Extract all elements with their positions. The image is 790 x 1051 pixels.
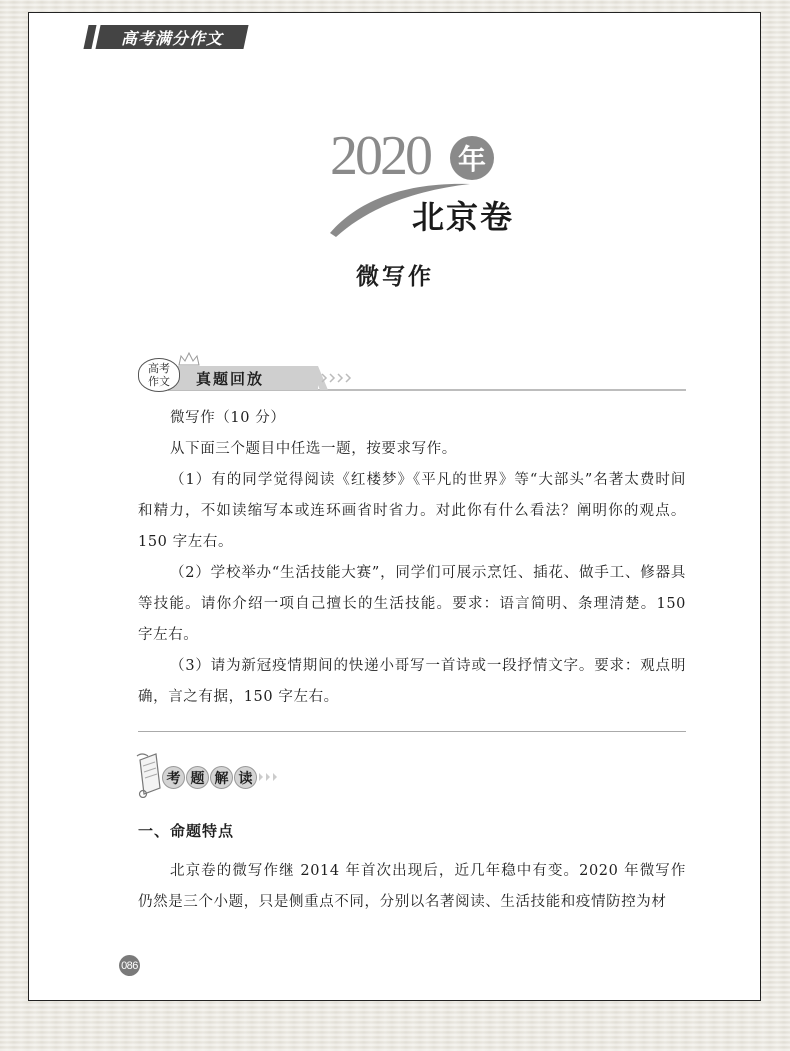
question-option-3: （3）请为新冠疫情期间的快递小哥写一首诗或一段抒情文字。要求：观点明确，言之有据，150 字左右。	[138, 658, 686, 705]
section-label: 真题回放	[196, 369, 265, 388]
header-label-box	[95, 25, 248, 49]
analysis-text	[138, 856, 686, 918]
question-option-1: （1）有的同学觉得阅读《红楼梦》《平凡的世界》等“大部头”名著太费时间和精力，不如读缩写本或连环画省时省力。对此你有什么看法？阐明你的观点。150 字左右。	[138, 472, 686, 550]
analysis-char-4: 读	[234, 766, 257, 789]
analysis-char-1: 考	[162, 766, 185, 789]
arrows-icon	[258, 768, 282, 786]
section-header-analysis	[134, 750, 294, 798]
question-text	[138, 403, 686, 713]
question-option-2: （2）学校举办“生活技能大赛”，同学们可展示烹饪、插花、做手工、修器具等技能。请你介绍一项自己擅长的生活技能。要求：语言简明、条理清楚。150 字左右。	[138, 565, 686, 643]
crown-icon	[178, 352, 200, 366]
section-header-review	[138, 352, 686, 390]
scroll-icon	[134, 750, 164, 798]
question-instruction: 从下面三个题目中任选一题，按要求写作。	[170, 441, 457, 457]
title-block	[300, 120, 530, 240]
analysis-heading: 一、命题特点	[138, 822, 235, 840]
analysis-char-3: 解	[210, 766, 233, 789]
series-header-tab	[86, 25, 248, 49]
badge-line-1: 高考	[148, 362, 170, 375]
year-suffix-badge: 年	[450, 136, 494, 180]
series-title: 高考满分作文	[120, 28, 223, 48]
analysis-paragraph: 北京卷的微写作继 2014 年首次出现后，近几年稳中有变。2020 年微写作仍然是三个小题，只是侧重点不同，分别以名著阅读、生活技能和疫情防控为材	[138, 863, 686, 910]
question-heading: 微写作（10 分）	[170, 410, 286, 426]
exam-essay-badge	[138, 358, 180, 392]
year-number: 2020	[330, 125, 430, 187]
page-number: 086	[119, 955, 140, 976]
volume-title: 北京卷	[412, 198, 515, 236]
analysis-char-2: 题	[186, 766, 209, 789]
section-divider	[138, 731, 686, 732]
badge-line-2: 作文	[148, 375, 170, 388]
page-subtitle: 微写作	[356, 264, 434, 290]
header-accent-bar	[83, 25, 96, 49]
stripes-arrow-icon	[286, 366, 356, 390]
